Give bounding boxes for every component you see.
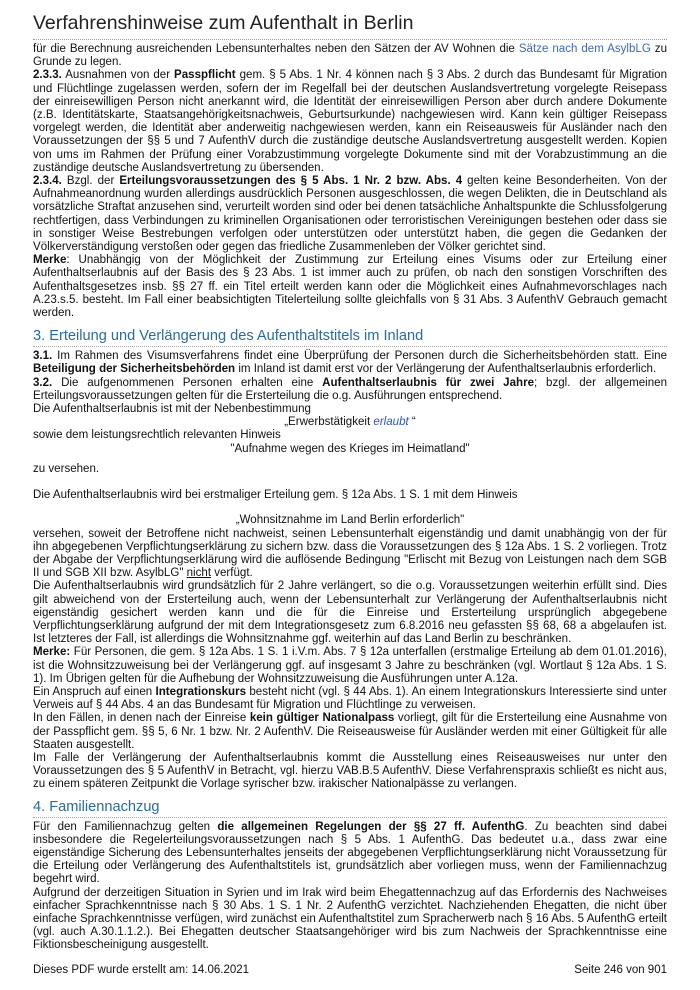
erwerbstaetigkeit-line: [33, 416, 667, 429]
paragraph-text: ; bzgl. der allgemeinen Erteilungsvoraussetzungen gelten für die Ersterteilung die o.g. Ausführungen entsprechend.: [33, 376, 667, 402]
bold-term: Aufenthaltserlaubnis für zwei Jahre: [322, 376, 534, 389]
krieg-hinweis-line: "Aufnahme wegen des Krieges im Heimatland": [230, 442, 470, 455]
wohnsitz-hinweis-line: „Wohnsitznahme im Land Berlin erforderlich": [235, 514, 465, 527]
paragraph-text: In den Fällen, in denen nach der Einreise: [33, 712, 250, 725]
paragraph-sprachkenntnisse: Aufgrund der derzeitigen Situation in Syrien und im Irak wird beim Ehegattennachzug auf das Erfordernis des Nachweises einfacher Sprachkenntnisse nach § 30 Abs. 1 S. 1 Nr. 2 AufenthG verzichtet. Nachziehenden Ehegatten, die nicht über einfache Sprachkenntnisse verfügen, wird zunächst ein Aufenthaltstitel zum Spracherwerb nach § 16 Abs. 5 AufenthG erteilt (vgl. auch A.30.1.1.2.). Bei Ehegatten deutscher Staatsangehöriger wird bis zum Nachweis der Sprachkenntnisse eine Fiktionsbescheinigung ausgestellt.: [33, 886, 667, 952]
quote-text: „Erwerbstätigkeit: [284, 416, 374, 429]
versehen-line: zu versehen.: [33, 462, 100, 475]
erstmalig-line: Die Aufenthaltserlaubnis wird bei erstmaliger Erteilung gem. § 12a Abs. 1 S. 1 mit dem Hinweis: [33, 489, 518, 502]
merke-note-1: [33, 254, 667, 320]
paragraph-2-3-3: [33, 69, 667, 175]
intro-text: für die Berechnung ausreichenden Lebensunterhaltes neben den Sätzen der AV Wohnen die: [33, 43, 519, 55]
bold-term: Beteiligung der Sicherheitsbehörden: [33, 363, 236, 376]
paragraph-text: Die aufgenommenen Personen erhalten eine: [52, 376, 323, 389]
bold-term: Integrationskurs: [155, 685, 247, 698]
paragraph-text: versehen, soweit der Betroffene nicht nachweist, seinen Lebensunterhalt eigenständig und damit unabhängig von der für ihn abgegebenen Verpflichtungserklärung zu sichern bzw. dass die Voraussetzungen des § 12a Abs. 1 S. 2 vorliegen. Trotz der Abgabe der Verpflichtungserklärung wird die auflösende Bedingung "Erlischt mit Bezug von Leistungen nach dem SGB II und SGB XII bzw. AsylbLG": [33, 527, 667, 580]
paragraph-text: . Zu beachten sind dabei insbesondere die Regelerteilungsvoraussetzungen nach § 5 Abs. 1 AufenthG. Das bedeutet u.a., dass zwar eine eigenständige Sicherung des Lebensunterhaltes jenseits der abgegebenen Verpflichtungserklärung nicht Voraussetzung für die Erteilung oder Verlängerung des Aufenthaltstitels ist, grundsätzlich aber vorliegen muss, wenn der Familiennachzug begehrt wird.: [33, 820, 668, 886]
paragraph-text: Ein Anspruch auf einen: [33, 685, 156, 698]
underlined-term: nicht: [186, 567, 212, 580]
paragraph-text: Ausnahmen von der: [61, 69, 175, 82]
paragraph-intro: [33, 43, 667, 69]
paragraph-text: verfügt.: [211, 567, 253, 580]
section-3-heading: 3. Erteilung und Verlängerung des Aufenthaltstitels im Inland: [33, 328, 424, 345]
section-divider: [33, 817, 667, 818]
section-4-heading: 4. Familiennachzug: [33, 798, 160, 815]
paragraph-2-3-4: [33, 175, 667, 254]
paragraph-text: Für den Familiennachzug gelten: [33, 820, 218, 833]
section-divider: [33, 346, 667, 347]
paragraph-text: im Inland ist damit erst vor der Verlängerung der Aufenthaltserlaubnis erforderlich.: [235, 363, 657, 376]
paragraph-3-2: [33, 377, 667, 403]
bold-term: Erteilungsvoraussetzungen des § 5 Abs. 1 Nr. 2 bzw. Abs. 4: [119, 175, 463, 188]
erlaubt-text: erlaubt: [373, 416, 409, 429]
paragraph-nationalpass: [33, 712, 667, 752]
bold-term: die allgemeinen Regelungen der §§ 27 ff. AufenthG: [217, 820, 525, 833]
paragraph-text: Für Personen, die gem. § 12a Abs. 1 S. 1 i.V.m. Abs. 7 § 12a unterfallen (erstmalige Erteilung ab dem 01.01.2016), ist die Wohnsitzzuweisung bei der Verlängerung ggf. auf insgesamt 3 Jahre zu beschränken (vgl. Wortlaut § 12a Abs. 1 S. 1). Im Übrigen gelten für die Aufhebung der Wohnsitzzuweisung die Ausführungen unter A.12a.: [33, 646, 667, 685]
paragraph-text: gelten keine Besonderheiten. Von der Aufnahmeanordnung wurden allerdings ausdrücklich Personen ausgeschlossen, die wegen Delikten, die in Deutschland als vorsätzliche Straftat anzusehen sind, verurteilt worden sind oder bei denen tatsächliche Anhaltspunkte die Schlussfolgerung rechtfertigen, dass Verbindungen zu kriminellen Organisationen oder terroristischen Vereinigungen bestehen oder dass sie in sonstiger Weise Bestrebungen verfolgen oder unterstützen oder unterstützt haben, die gegen die Gedanken der Völkerverständigung verstoßen oder gegen das friedliche Zusammenleben der Völker gerichtet sind.: [33, 175, 667, 254]
document-title: Verfahrenshinweise zum Aufenthalt in Berlin: [33, 12, 414, 34]
bold-term: kein gültiger Nationalpass: [249, 712, 395, 725]
document-page: [33, 0, 667, 953]
paragraph-familiennachzug: [33, 821, 667, 887]
paragraph-integrationskurs: [33, 686, 667, 712]
hinweis-line: sowie dem leistungsrechtlich relevanten Hinweis: [33, 429, 281, 442]
page-footer: [33, 963, 667, 977]
intro-text-end: zu Grunde zu legen.: [33, 43, 668, 69]
paragraph-versehen-soweit: [33, 528, 667, 581]
title-divider: [33, 39, 667, 40]
paragraph-verlaengerung: Die Aufenthaltserlaubnis wird grundsätzlich für 2 Jahre verlängert, so die o.g. Voraussetzungen weiterhin erfüllt sind. Dies gilt abweichend von der Ersterteilung auch, wenn der Lebensunterhalt zur Verlängerung der Aufenthaltserlaubnis nicht eigenständig gesichert werden kann und die für die Einreise und Ersterteilung ursprünglich abgegebene Verpflichtungserklärung aufgrund der mit dem Integrationsgesetz zum 6.8.2016 neu gefassten §§ 68, 68 a abgelaufen ist. Ist letzteres der Fall, ist allerdings die Wohnsitznahme ggf. weiterhin auf das Land Berlin zu beschränken.: [33, 580, 667, 646]
paragraph-text: gem. § 5 Abs. 1 Nr. 4 können nach § 3 Abs. 2 durch das Bundesamt für Migration und Flüchtlinge zugelassen werden, sofern der im Regelfall bei der deutschen Auslandsvertretung vorgelegte Reisepass der einreisewilligen Person nicht anerkannt wird, die Identität der einreisewilligen Person aber durch andere Dokumente (z.B. Identitätskarte, Staatsangehörigkeitsnachweis, Geburtsurkunde) nachgewiesen wird. Kann kein gültiger Reisepass vorgelegt werden, die Identität aber anderweitig nachgewiesen werden, kann ein Reiseausweis für Ausländer nach den Voraussetzungen der §§ 5 und 7 AufenthV durch die zuständige deutsche Auslandsvertretung ausgestellt werden. Kopien von ums im Rahmen der Prüfung einer Vorabzustimmung vorgelegte Dokumente sind mit der Vorabzustimmung an die zuständige deutsche Auslandsvertretung zu übersenden.: [33, 69, 667, 174]
created-date: Dieses PDF wurde erstellt am: 14.06.2021: [33, 964, 250, 976]
bold-term: Passpflicht: [174, 69, 236, 82]
nebenbestimmung-line: Die Aufenthaltserlaubnis ist mit der Nebenbestimmung: [33, 403, 311, 416]
paragraph-text: : Unabhängig von der Möglichkeit der Zustimmung zur Erteilung eines Visums oder zur Erteilung einer Aufenthaltserlaubnis auf der Basis des § 23 Abs. 1 ist immer auch zu prüfen, ob nach den sonstigen Vorschriften des Aufenthaltsgesetzes insb. §§ 27 ff. ein Titel erteilt werden kann oder die Möglichkeit eines Aufnahmevorschlages nach A.23.s.5. besteht. Im Fall einer beabsichtigten Titelerteilung sollte gleichfalls von § 31 Abs. 3 AufenthV Gebrauch gemacht werden.: [33, 254, 667, 320]
paragraph-3-1: [33, 350, 667, 376]
paragraph-text: besteht nicht (vgl. § 44 Abs. 1). An einem Integrationskurs Interessierte sind unter Verweis auf § 44 Abs. 4 an das Bundesamt für Migration und Flüchtlinge zu verweisen.: [33, 685, 667, 712]
page-number: Seite 246 von 901: [574, 964, 667, 976]
merke-label: Merke: [33, 254, 67, 267]
merke-label: Merke:: [33, 646, 71, 659]
quote-text-end: “: [408, 416, 416, 429]
paragraph-text: vorliegt, gilt für die Ersterteilung eine Ausnahme von der Passpflicht gem. §§ 5, 6 Nr. 1 bzw. Nr. 2 AufenthV. Die Reiseausweise für Ausländer werden mit einer Gültigkeit für alle Staaten ausgestellt.: [33, 712, 667, 751]
section-number: 3.1.: [33, 350, 53, 363]
section-number: 2.3.4.: [33, 175, 62, 188]
paragraph-text: Bzgl. der: [61, 175, 120, 188]
merke-note-2: [33, 646, 667, 686]
paragraph-reiseausweis: Im Falle der Verlängerung der Aufenthaltserlaubnis kommt die Ausstellung eines Reiseausweises nur unter den Voraussetzungen des § 5 AufenthV in Betracht, vgl. hierzu VAB.B.5 AufenthV. Diese Verfahrenspraxis schließt es nicht aus, zu einem späteren Zeitpunkt die Vorlage syrischer bzw. irakischer Nationalpässe zu verlangen.: [33, 751, 667, 791]
paragraph-text: Im Rahmen des Visumsverfahrens findet eine Überprüfung der Personen durch die Sicherheitsbehörden statt. Eine: [52, 350, 667, 363]
section-number: 2.3.3.: [33, 69, 62, 82]
section-number: 3.2.: [33, 376, 53, 389]
asylblg-link[interactable]: Sätze nach dem AsylbLG: [518, 43, 651, 55]
